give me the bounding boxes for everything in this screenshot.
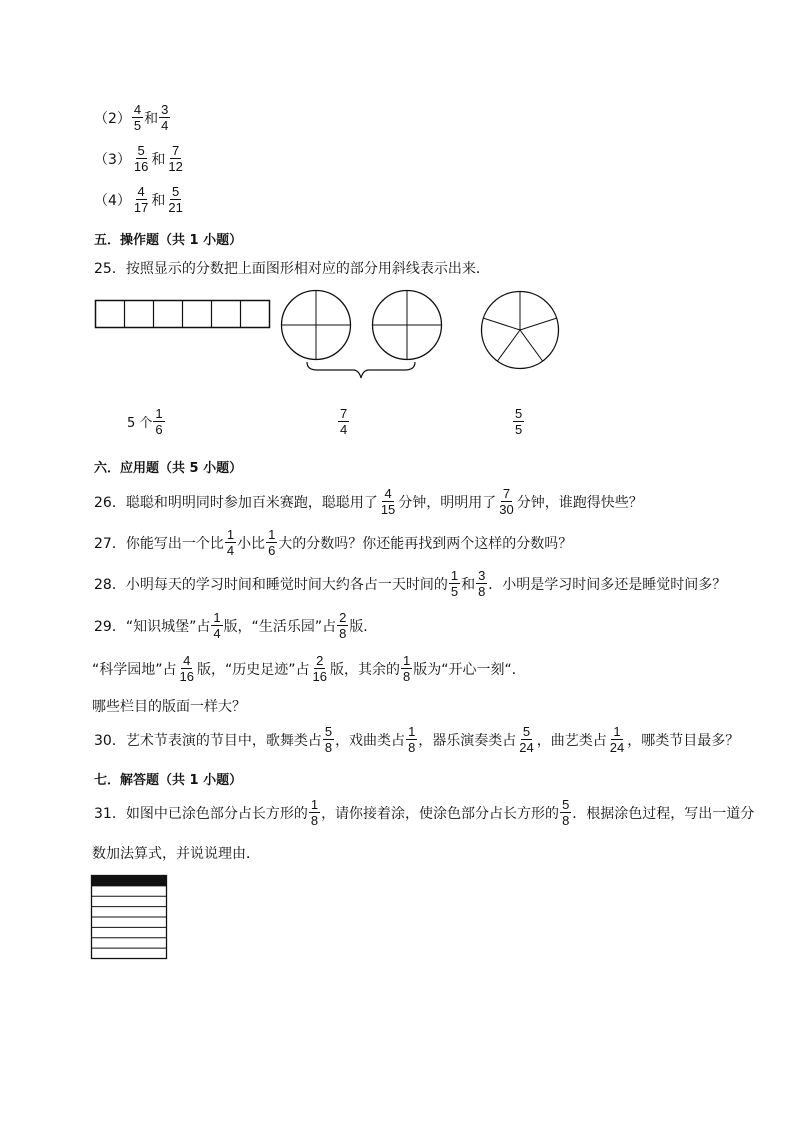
conj-text: 和 — [144, 110, 159, 127]
circle-quarters-left — [280, 289, 352, 361]
rect-six-parts — [95, 300, 270, 328]
text: 分钟，明明用了 — [398, 494, 497, 511]
fraction: $\frac{5}{8}$ — [324, 724, 333, 755]
text: 版，“生活乐园”占 — [223, 618, 337, 635]
question-29 — [94, 610, 377, 641]
fraction: $\frac{5}{5}$ — [515, 406, 523, 437]
brace — [305, 360, 417, 382]
text: 31．如图中已涂色部分占长方形的 — [94, 805, 308, 822]
text: 小比 — [237, 535, 266, 552]
text: “科学园地”占 — [92, 661, 177, 678]
question-29-line2 — [92, 653, 526, 684]
text: 版，“历史足迹”占 — [196, 661, 310, 678]
text: 版，其余的 — [329, 661, 400, 678]
question-31 — [94, 797, 754, 828]
fraction: $\frac{2}{8}$ — [339, 610, 347, 641]
fraction: $\frac{4}{16}$ — [179, 653, 194, 684]
text: ，请你接着涂，使涂色部分占长方形的 — [321, 805, 560, 822]
item-4 — [94, 184, 186, 215]
fraction: $\frac{4}{15}$ — [380, 486, 396, 517]
question-29-line3: 哪些栏目的版面一样大？ — [92, 699, 246, 715]
text: 版． — [349, 618, 378, 635]
text: 和 — [461, 576, 476, 593]
text: ，曲艺类占 — [536, 732, 607, 749]
label-prefix: 5 个 — [127, 416, 153, 431]
fraction: $\frac{1}{8}$ — [402, 653, 411, 684]
fraction: $\frac{3}{4}$ — [161, 102, 169, 133]
fraction: $\frac{1}{4}$ — [213, 610, 221, 641]
fraction: $\frac{4}{17}$ — [133, 184, 149, 215]
text: 27．你能写出一个比 — [94, 535, 224, 552]
fraction: $\frac{1}{6}$ — [155, 406, 163, 437]
item-3 — [94, 143, 186, 174]
rect-eight-rows — [91, 875, 167, 959]
fraction: $\frac{2}{16}$ — [312, 653, 327, 684]
item-2 — [94, 102, 171, 133]
text: ，器乐演奏类占 — [418, 732, 517, 749]
fraction: $\frac{5}{21}$ — [168, 184, 183, 215]
text: ．小明是学习时间多还是睡觉时间多？ — [488, 576, 727, 593]
item-label: （4） — [94, 192, 131, 209]
fraction: $\frac{5}{24}$ — [519, 724, 534, 755]
fraction: $\frac{1}{8}$ — [408, 724, 416, 755]
fraction: $\frac{3}{8}$ — [478, 568, 486, 599]
text: 26．聪聪和明明同时参加百米赛跑，聪聪用了 — [94, 494, 378, 511]
fraction: $\frac{5}{16}$ — [133, 143, 149, 174]
text: ，戏曲类占 — [335, 732, 406, 749]
question-27 — [94, 527, 572, 558]
conj-text: 和 — [151, 151, 166, 168]
question-28 — [94, 568, 726, 599]
section-title-7: 七．解答题（共 1 小题） — [94, 773, 243, 788]
text: 版为“开心一刻“． — [413, 661, 526, 678]
item-label: （3） — [94, 151, 131, 168]
text: 30．艺术节表演的节目中，歌舞类占 — [94, 732, 322, 749]
text: 大的分数吗？你还能再找到两个这样的分数吗？ — [278, 535, 573, 552]
question-26 — [94, 486, 643, 517]
question-30 — [94, 724, 739, 755]
fraction: $\frac{4}{5}$ — [133, 102, 142, 133]
fraction: $\frac{7}{4}$ — [340, 406, 348, 437]
conj-text: 和 — [151, 192, 166, 209]
label-five-fifths — [512, 406, 525, 437]
item-label: （2） — [94, 110, 131, 127]
section-title-6: 六．应用题（共 5 小题） — [94, 461, 243, 476]
text: ．根据涂色过程，写出一道分 — [572, 805, 755, 822]
fraction: $\frac{5}{8}$ — [562, 797, 570, 828]
label-five-sixths — [127, 406, 166, 437]
question-31-line2: 数加法算式，并说说理由． — [92, 846, 260, 862]
question-25: 25．按照显示的分数把上面图形相对应的部分用斜线表示出来． — [94, 261, 490, 277]
fraction: $\frac{7}{12}$ — [168, 143, 183, 174]
text: 分钟，谁跑得快些？ — [516, 494, 643, 511]
fraction: $\frac{1}{5}$ — [450, 568, 459, 599]
fraction: $\frac{1}{24}$ — [609, 724, 625, 755]
fraction: $\frac{1}{6}$ — [268, 527, 276, 558]
text: 28．小明每天的学习时间和睡觉时间大约各占一天时间的 — [94, 576, 448, 593]
fraction: $\frac{7}{30}$ — [499, 486, 514, 517]
label-seven-fourths — [337, 406, 350, 437]
text: 29．“知识城堡”占 — [94, 618, 211, 635]
circle-fifths — [480, 290, 560, 370]
fraction: $\frac{1}{8}$ — [310, 797, 319, 828]
section-title-5: 五．操作题（共 1 小题） — [94, 233, 243, 248]
circle-quarters-right — [371, 289, 443, 361]
fraction: $\frac{1}{4}$ — [226, 527, 235, 558]
text: ，哪类节目最多？ — [627, 732, 740, 749]
